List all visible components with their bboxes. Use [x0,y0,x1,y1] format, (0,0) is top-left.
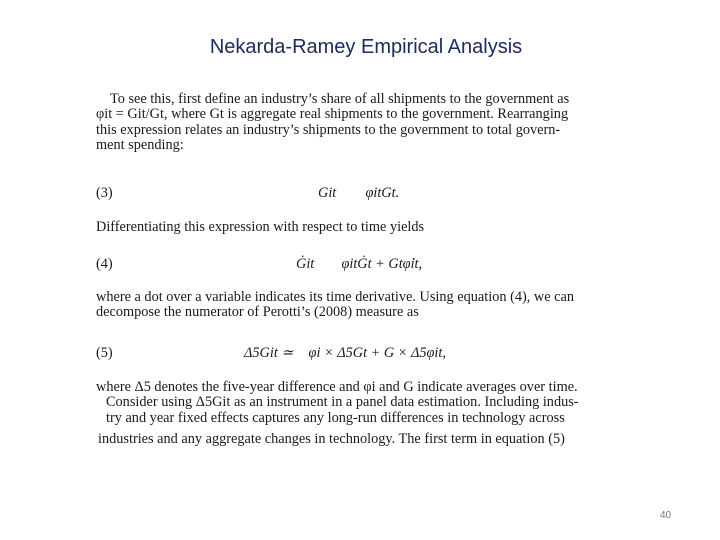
equation-5 [244,345,446,362]
paragraph-1-line: ment spending: [96,136,184,153]
paragraph-4-line: where Δ5 denotes the five-year difference and φi and G indicate averages over time. [96,379,578,395]
equation-3-number: (3) [96,185,113,201]
equation-5-lhs: Δ5Git ≃ [244,345,294,361]
equation-3-rhs: φitGt. [365,185,400,201]
equation-3 [318,185,399,202]
paragraph-1-line: To see this, first define an industry’s share of all shipments to the government as [110,91,570,107]
paragraph-1-line: this expression relates an industry’s shipments to the government to total govern- [96,121,561,138]
equation-5-rhs: φi × Δ5Gt + G × Δ5φit, [308,345,446,361]
equation-3-lhs: Git [318,185,337,201]
paragraph-3-line: decompose the numerator of Perotti’s (2008) measure as [96,304,419,321]
paragraph-3-line: where a dot over a variable indicates its time derivative. Using equation (4), we can [96,289,574,305]
paragraph-1 [96,92,569,153]
equation-4-lhs: Ġit [296,256,315,272]
paragraph-4 [96,380,579,447]
equation-4-number: (4) [96,256,113,272]
paragraph-4-line: Consider using Δ5Git as an instrument in a panel data estimation. Including indus- [106,394,579,411]
paragraph-4-line: industries and any aggregate changes in technology. The first term in equation (5) [98,430,565,447]
paragraph-1-line: φit = Git/Gt, where Gt is aggregate real shipments to the government. Rearranging [96,106,569,123]
equation-5-number: (5) [96,345,113,361]
paragraph-2-line: Differentiating this expression with respect to time yields [96,219,425,235]
paragraph-3 [96,290,574,321]
paragraph-2 [96,220,424,235]
paragraph-4-line: try and year fixed effects captures any long-run differences in technology across [106,409,565,426]
equation-4-rhs: φitĠt + Gtφ̇it, [341,256,423,272]
equation-4 [296,256,422,273]
page-number: 40 [660,510,672,521]
slide-title: Nekarda-Ramey Empirical Analysis [209,36,523,58]
